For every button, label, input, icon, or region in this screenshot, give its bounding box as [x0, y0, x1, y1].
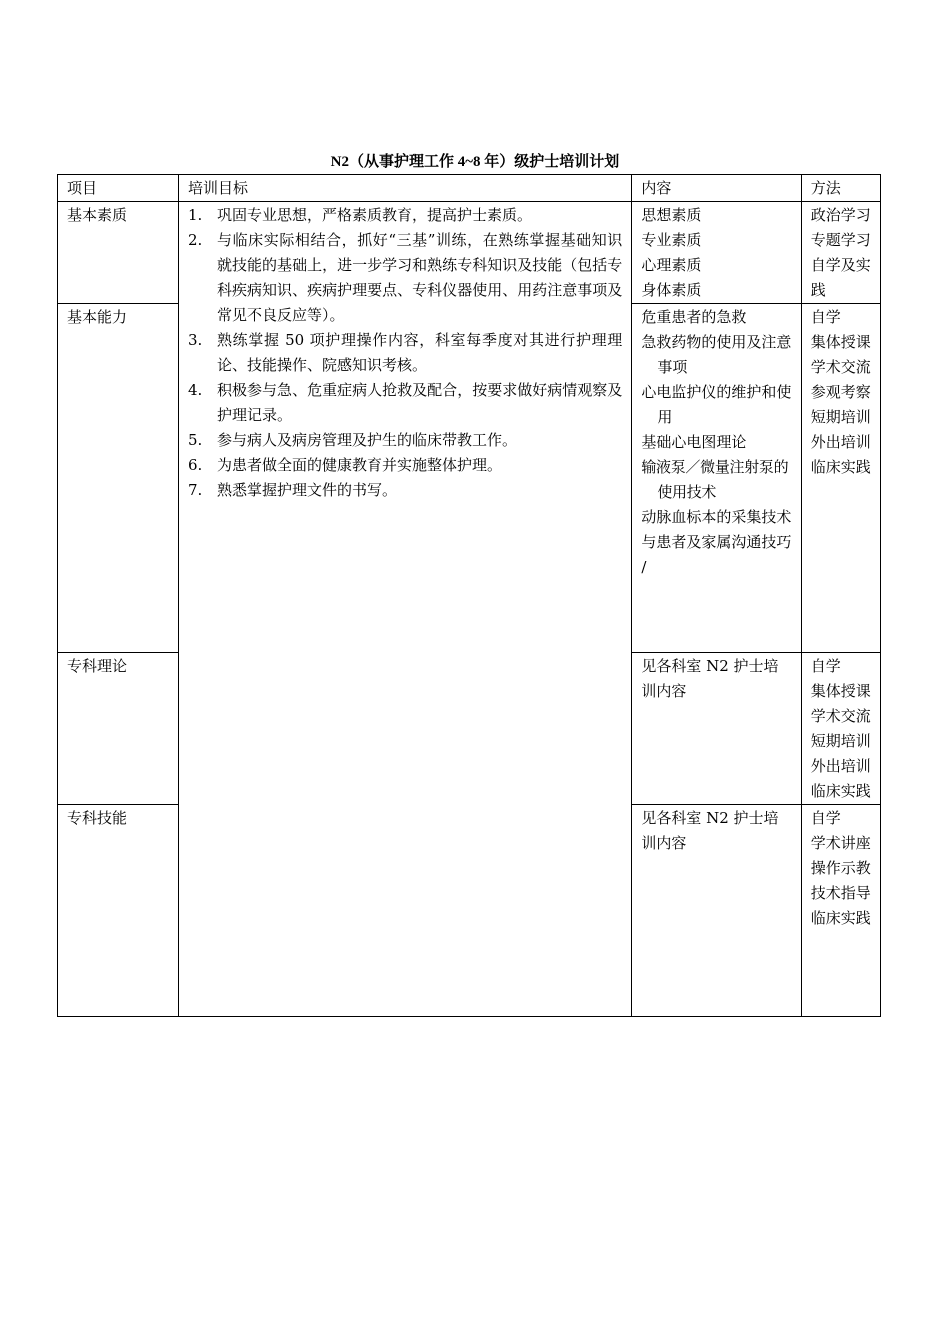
goal-item: 6. 为患者做全面的健康教育并实施整体护理。 — [188, 456, 503, 474]
method-line: 集体授课 — [810, 682, 871, 700]
method-line: 临床实践 — [810, 782, 871, 800]
content-line: 基础心电图理论 — [641, 433, 747, 451]
method-line: 技术指导 — [810, 884, 871, 902]
method-line: 临床实践 — [810, 458, 871, 476]
method-line: 外出培训 — [810, 757, 871, 775]
goal-item: 5. 参与病人及病房管理及护生的临床带教工作。 — [188, 431, 518, 449]
method-basic-ability — [801, 304, 880, 653]
method-line: 短期培训 — [810, 732, 871, 750]
method-line: 短期培训 — [810, 408, 871, 426]
method-line: 专题学习 — [810, 231, 871, 249]
method-line: 参观考察 — [810, 383, 871, 401]
goal-item: 3. 熟练掌握 50 项护理操作内容，科室每季度对其进行护理理论、技能操作、院感知识考核。 — [188, 331, 623, 374]
item-specialty-skill: 专科技能 — [58, 805, 179, 1017]
method-line: 外出培训 — [810, 433, 871, 451]
content-basic-quality — [632, 202, 801, 304]
goals-list — [188, 203, 622, 503]
content-line: / — [641, 558, 647, 576]
table-header-row — [58, 175, 881, 202]
method-line: 学术讲座 — [810, 834, 871, 852]
method-line: 临床实践 — [810, 909, 871, 927]
content-basic-ability — [632, 304, 801, 653]
method-specialty-theory — [801, 653, 880, 805]
goal-item: 7. 熟悉掌握护理文件的书写。 — [188, 481, 398, 499]
method-line: 集体授课 — [810, 333, 871, 351]
content-line: 身体素质 — [641, 281, 702, 299]
item-basic-ability: 基本能力 — [58, 304, 179, 653]
content-specialty-skill — [632, 805, 801, 1017]
content-line: 思想素质 — [641, 206, 702, 224]
table-row-basic-quality — [58, 202, 881, 304]
header-method: 方法 — [801, 175, 880, 202]
method-line: 操作示教 — [810, 859, 871, 877]
method-line: 自学 — [810, 809, 841, 827]
method-specialty-skill — [801, 805, 880, 1017]
training-plan-table — [57, 174, 881, 1017]
content-line: 心理素质 — [641, 256, 702, 274]
page-title: N2（从事护理工作 4~8 年）级护士培训计划 — [330, 154, 620, 170]
method-line: 自学及实践 — [810, 256, 871, 299]
goals-cell — [179, 202, 632, 1017]
item-basic-quality: 基本素质 — [58, 202, 179, 304]
content-line: 见各科室 N2 护士培训内容 — [641, 809, 779, 852]
header-item: 项目 — [58, 175, 179, 202]
content-line: 专业素质 — [641, 231, 702, 249]
goal-item: 4. 积极参与急、危重症病人抢救及配合，按要求做好病情观察及护理记录。 — [188, 381, 623, 424]
method-line: 自学 — [810, 657, 841, 675]
method-basic-quality — [801, 202, 880, 304]
method-line: 自学 — [810, 308, 841, 326]
content-line: 输液泵／微量注射泵的使用技术 — [641, 458, 789, 501]
goal-item: 1. 巩固专业思想，严格素质教育，提高护士素质。 — [188, 206, 533, 224]
method-line: 政治学习 — [810, 206, 871, 224]
content-line: 动脉血标本的采集技术 — [641, 508, 792, 526]
content-line: 急救药物的使用及注意事项 — [641, 333, 792, 376]
method-line: 学术交流 — [810, 707, 871, 725]
content-line: 见各科室 N2 护士培训内容 — [641, 657, 779, 700]
content-line: 心电监护仪的维护和使用 — [641, 383, 792, 426]
header-goal: 培训目标 — [179, 175, 632, 202]
item-specialty-theory: 专科理论 — [58, 653, 179, 805]
content-specialty-theory — [632, 653, 801, 805]
method-line: 学术交流 — [810, 358, 871, 376]
goal-item: 2. 与临床实际相结合，抓好“三基”训练，在熟练掌握基础知识就技能的基础上，进一步学习和熟练专科知识及技能（包括专科疾病知识、疾病护理要点、专科仪器使用、用药注意事项及常见不良反应等）。 — [188, 231, 623, 324]
content-line: 与患者及家属沟通技巧 — [641, 533, 792, 551]
header-content: 内容 — [632, 175, 801, 202]
content-line: 危重患者的急救 — [641, 308, 747, 326]
